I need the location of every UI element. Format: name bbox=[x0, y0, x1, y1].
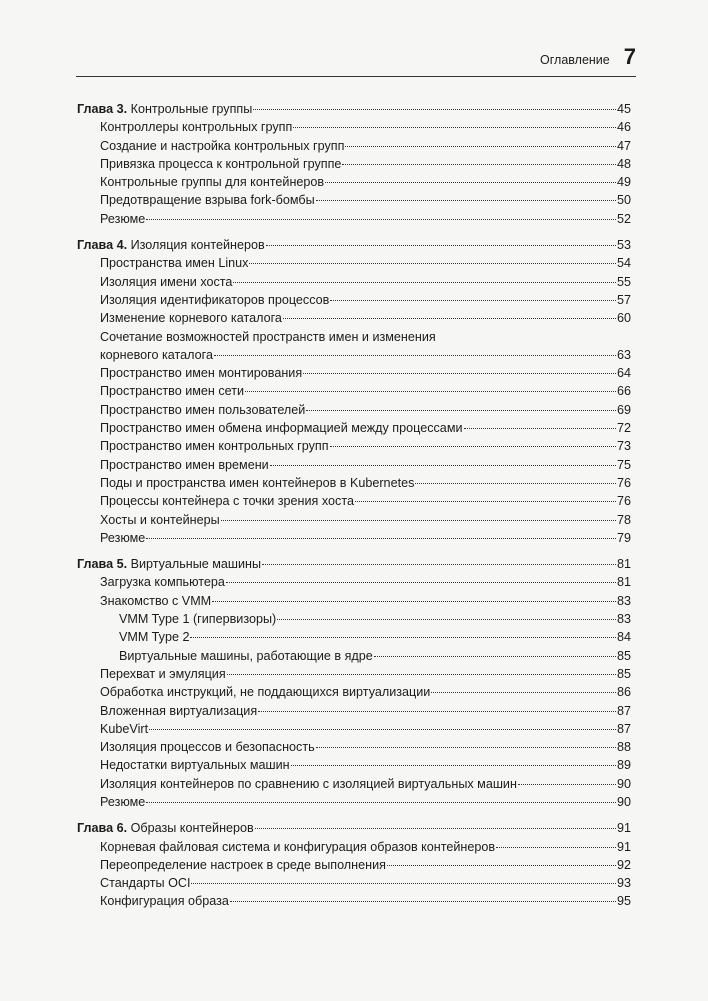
entry-title: Обработка инструкций, не поддающихся виртуализации bbox=[100, 685, 431, 700]
entry-title: Конфигурация образа bbox=[100, 894, 229, 909]
toc-chapter bbox=[77, 236, 631, 547]
chapter-page-number: 53 bbox=[616, 238, 631, 253]
toc-entry[interactable] bbox=[77, 492, 631, 510]
chapter-title bbox=[77, 236, 265, 254]
entry-title: Процессы контейнера с точки зрения хоста bbox=[100, 494, 354, 509]
toc-entry[interactable] bbox=[77, 702, 631, 720]
dot-leader bbox=[270, 464, 616, 466]
entry-page-number: 87 bbox=[616, 721, 631, 736]
chapter-name: Изоляция контейнеров bbox=[130, 238, 265, 253]
chapter-page-number: 91 bbox=[616, 821, 631, 836]
entry-page-number: 84 bbox=[616, 630, 631, 645]
chapter-label: Глава 4. bbox=[77, 238, 128, 253]
dot-leader bbox=[415, 482, 616, 484]
entry-page-number: 83 bbox=[616, 612, 631, 627]
entry-page-number: 91 bbox=[616, 839, 631, 854]
toc-entry[interactable] bbox=[77, 529, 631, 547]
dot-leader bbox=[146, 537, 616, 539]
toc-entry[interactable] bbox=[77, 118, 631, 136]
toc-entry[interactable] bbox=[77, 775, 631, 793]
toc-entry[interactable] bbox=[77, 401, 631, 419]
entry-title: Виртуальные машины, работающие в ядре bbox=[119, 648, 373, 663]
entry-page-number: 52 bbox=[616, 211, 631, 226]
toc-subentry[interactable] bbox=[77, 628, 631, 646]
dot-leader bbox=[431, 691, 616, 693]
entry-title: Пространство имен времени bbox=[100, 457, 269, 472]
entry-title: Перехват и эмуляция bbox=[100, 666, 226, 681]
entry-title: Изменение корневого каталога bbox=[100, 311, 282, 326]
toc-chapter bbox=[77, 555, 631, 811]
entry-title: Резюме bbox=[100, 794, 146, 809]
entry-page-number: 88 bbox=[616, 740, 631, 755]
dot-leader bbox=[355, 500, 616, 502]
dot-leader bbox=[266, 244, 616, 246]
toc-entry[interactable] bbox=[77, 273, 631, 291]
dot-leader bbox=[191, 882, 616, 884]
toc-entry[interactable] bbox=[77, 437, 631, 455]
entry-title: Поды и пространства имен контейнеров в Kubernetes bbox=[100, 475, 415, 490]
dot-leader bbox=[387, 864, 616, 866]
toc-entry[interactable] bbox=[77, 573, 631, 591]
dot-leader bbox=[233, 281, 616, 283]
dot-leader bbox=[283, 317, 616, 319]
chapter-title bbox=[77, 819, 254, 837]
entry-page-number: 86 bbox=[616, 685, 631, 700]
entry-page-number: 73 bbox=[616, 439, 631, 454]
entry-title: Корневая файловая система и конфигурация образов контейнеров bbox=[100, 839, 496, 854]
chapter-label: Глава 3. bbox=[77, 102, 128, 116]
dot-leader bbox=[330, 299, 616, 301]
entry-page-number: 76 bbox=[616, 475, 631, 490]
toc-entry[interactable] bbox=[77, 364, 631, 382]
entry-title: Переопределение настроек в среде выполнения bbox=[100, 857, 386, 872]
entry-title: Вложенная виртуализация bbox=[100, 703, 258, 718]
entry-page-number: 93 bbox=[616, 876, 631, 891]
entry-page-number: 79 bbox=[616, 530, 631, 545]
entry-page-number: 87 bbox=[616, 703, 631, 718]
chapter-heading[interactable] bbox=[77, 819, 631, 837]
dot-leader bbox=[146, 801, 616, 803]
entry-page-number: 48 bbox=[616, 156, 631, 171]
toc-chapter bbox=[77, 819, 631, 910]
entry-title: Резюме bbox=[100, 530, 146, 545]
entry-title-line2-row bbox=[100, 346, 631, 364]
entry-page-number: 47 bbox=[616, 138, 631, 153]
entry-title: Пространства имен Linux bbox=[100, 256, 249, 271]
dot-leader bbox=[291, 764, 616, 766]
toc-entry[interactable] bbox=[77, 254, 631, 272]
toc-entry[interactable] bbox=[77, 793, 631, 811]
toc-entry[interactable] bbox=[77, 856, 631, 874]
entry-title: Загрузка компьютера bbox=[100, 575, 225, 590]
entry-page-number: 83 bbox=[616, 593, 631, 608]
toc-subentry[interactable] bbox=[77, 610, 631, 628]
chapter-label: Глава 5. bbox=[77, 557, 128, 572]
dot-leader bbox=[258, 710, 616, 712]
entry-title-line1: Сочетание возможностей пространств имен и изменения bbox=[100, 329, 436, 344]
header-rule bbox=[76, 76, 636, 77]
entry-page-number: 60 bbox=[616, 311, 631, 326]
entry-page-number: 76 bbox=[616, 494, 631, 509]
entry-page-number: 69 bbox=[616, 402, 631, 417]
toc-entry[interactable] bbox=[77, 137, 631, 155]
entry-title: Пространство имен пользователей bbox=[100, 402, 306, 417]
dot-leader bbox=[262, 563, 616, 565]
dot-leader bbox=[496, 846, 616, 848]
entry-page-number: 78 bbox=[616, 512, 631, 527]
toc-entry[interactable] bbox=[77, 838, 631, 856]
entry-title: Пространство имен сети bbox=[100, 384, 245, 399]
dot-leader bbox=[306, 409, 616, 411]
dot-leader bbox=[249, 262, 616, 264]
dot-leader bbox=[303, 372, 616, 374]
chapter-heading[interactable] bbox=[77, 100, 631, 118]
chapter-page-number: 81 bbox=[616, 557, 631, 572]
entry-page-number: 57 bbox=[616, 292, 631, 307]
entry-page-number: 50 bbox=[616, 193, 631, 208]
dot-leader bbox=[253, 108, 616, 110]
entry-page-number: 95 bbox=[616, 894, 631, 909]
toc-chapter bbox=[77, 100, 631, 228]
dot-leader bbox=[214, 354, 616, 356]
dot-leader bbox=[146, 218, 616, 220]
entry-title: KubeVirt bbox=[100, 721, 149, 736]
dot-leader bbox=[293, 126, 616, 128]
toc-subentry[interactable] bbox=[77, 647, 631, 665]
entry-page-number: 54 bbox=[616, 256, 631, 271]
entry-title: Контрольные группы для контейнеров bbox=[100, 175, 325, 190]
entry-page-number: 90 bbox=[616, 794, 631, 809]
toc-entry[interactable] bbox=[77, 474, 631, 492]
chapter-page-number: 45 bbox=[616, 102, 631, 116]
entry-page-number: 49 bbox=[616, 175, 631, 190]
chapter-name: Образы контейнеров bbox=[130, 821, 254, 836]
dot-leader bbox=[277, 618, 616, 620]
entry-title: Предотвращение взрыва fork-бомбы bbox=[100, 193, 315, 208]
toc-entry[interactable] bbox=[77, 419, 631, 437]
dot-leader bbox=[230, 900, 616, 902]
entry-page-number: 55 bbox=[616, 274, 631, 289]
dot-leader bbox=[342, 163, 616, 165]
toc-entry[interactable] bbox=[77, 382, 631, 400]
dot-leader bbox=[212, 600, 616, 602]
entry-page-number: 92 bbox=[616, 857, 631, 872]
header-page-number: 7 bbox=[623, 44, 636, 69]
entry-title: Хосты и контейнеры bbox=[100, 512, 220, 527]
chapter-heading[interactable] bbox=[77, 555, 631, 573]
entry-page-number: 90 bbox=[616, 776, 631, 791]
entry-title: Привязка процесса к контрольной группе bbox=[100, 156, 342, 171]
toc-entry[interactable] bbox=[77, 328, 631, 365]
entry-page-number: 89 bbox=[616, 758, 631, 773]
dot-leader bbox=[374, 655, 616, 657]
dot-leader bbox=[221, 519, 616, 521]
toc-entry[interactable] bbox=[77, 291, 631, 309]
entry-page-number: 66 bbox=[616, 384, 631, 399]
dot-leader bbox=[518, 783, 616, 785]
entry-title: Создание и настройка контрольных групп bbox=[100, 138, 345, 153]
toc-entry[interactable] bbox=[77, 210, 631, 228]
entry-page-number: 64 bbox=[616, 366, 631, 381]
chapter-label: Глава 6. bbox=[77, 821, 128, 836]
header-title: Оглавление bbox=[540, 53, 610, 67]
entry-page-number: 85 bbox=[616, 666, 631, 681]
entry-title: Пространство имен контрольных групп bbox=[100, 439, 329, 454]
entry-page-number: 75 bbox=[616, 457, 631, 472]
toc-entry[interactable] bbox=[77, 592, 631, 610]
toc-entry[interactable] bbox=[77, 738, 631, 756]
entry-page-number: 85 bbox=[616, 648, 631, 663]
entry-title: Изоляция имени хоста bbox=[100, 274, 233, 289]
toc-entry[interactable] bbox=[77, 191, 631, 209]
table-of-contents bbox=[77, 100, 631, 911]
chapter-title bbox=[77, 100, 252, 118]
toc-entry[interactable] bbox=[77, 155, 631, 173]
dot-leader bbox=[149, 728, 616, 730]
toc-entry[interactable] bbox=[77, 309, 631, 327]
entry-title: Пространство имен монтирования bbox=[100, 366, 303, 381]
entry-title: Контроллеры контрольных групп bbox=[100, 120, 293, 135]
dot-leader bbox=[464, 427, 616, 429]
toc-entry[interactable] bbox=[77, 511, 631, 529]
dot-leader bbox=[255, 827, 616, 829]
dot-leader bbox=[245, 390, 616, 392]
toc-entry[interactable] bbox=[77, 720, 631, 738]
entry-title: VMM Type 2 bbox=[119, 630, 190, 645]
entry-title: Знакомство с VMM bbox=[100, 593, 212, 608]
chapter-name: Контрольные группы bbox=[130, 102, 253, 116]
entry-page-number: 46 bbox=[616, 120, 631, 135]
dot-leader bbox=[227, 673, 616, 675]
entry-page-number: 81 bbox=[616, 575, 631, 590]
entry-title: Изоляция процессов и безопасность bbox=[100, 740, 315, 755]
entry-title: VMM Type 1 (гипервизоры) bbox=[119, 612, 277, 627]
toc-entry[interactable] bbox=[77, 173, 631, 191]
toc-entry[interactable] bbox=[77, 756, 631, 774]
entry-page-number: 72 bbox=[616, 421, 631, 436]
dot-leader bbox=[325, 181, 616, 183]
toc-entry[interactable] bbox=[77, 892, 631, 910]
entry-title: Резюме bbox=[100, 211, 146, 226]
toc-entry[interactable] bbox=[77, 665, 631, 683]
dot-leader bbox=[316, 199, 616, 201]
toc-entry[interactable] bbox=[77, 683, 631, 701]
dot-leader bbox=[345, 145, 616, 147]
chapter-title bbox=[77, 555, 261, 573]
chapter-heading[interactable] bbox=[77, 236, 631, 254]
entry-page-number: 63 bbox=[616, 347, 631, 362]
entry-title: Недостатки виртуальных машин bbox=[100, 758, 290, 773]
entry-title: Пространство имен обмена информацией между процессами bbox=[100, 421, 463, 436]
dot-leader bbox=[226, 581, 616, 583]
toc-entry[interactable] bbox=[77, 874, 631, 892]
entry-title: Изоляция идентификаторов процессов bbox=[100, 292, 330, 307]
toc-entry[interactable] bbox=[77, 456, 631, 474]
entry-title: Стандарты OCI bbox=[100, 876, 191, 891]
entry-title: Изоляция контейнеров по сравнению с изоляцией виртуальных машин bbox=[100, 776, 517, 791]
dot-leader bbox=[330, 445, 616, 447]
dot-leader bbox=[316, 746, 616, 748]
entry-title-line2: корневого каталога bbox=[100, 347, 213, 362]
chapter-name: Виртуальные машины bbox=[130, 557, 262, 572]
running-header bbox=[76, 44, 636, 72]
dot-leader bbox=[190, 636, 616, 638]
